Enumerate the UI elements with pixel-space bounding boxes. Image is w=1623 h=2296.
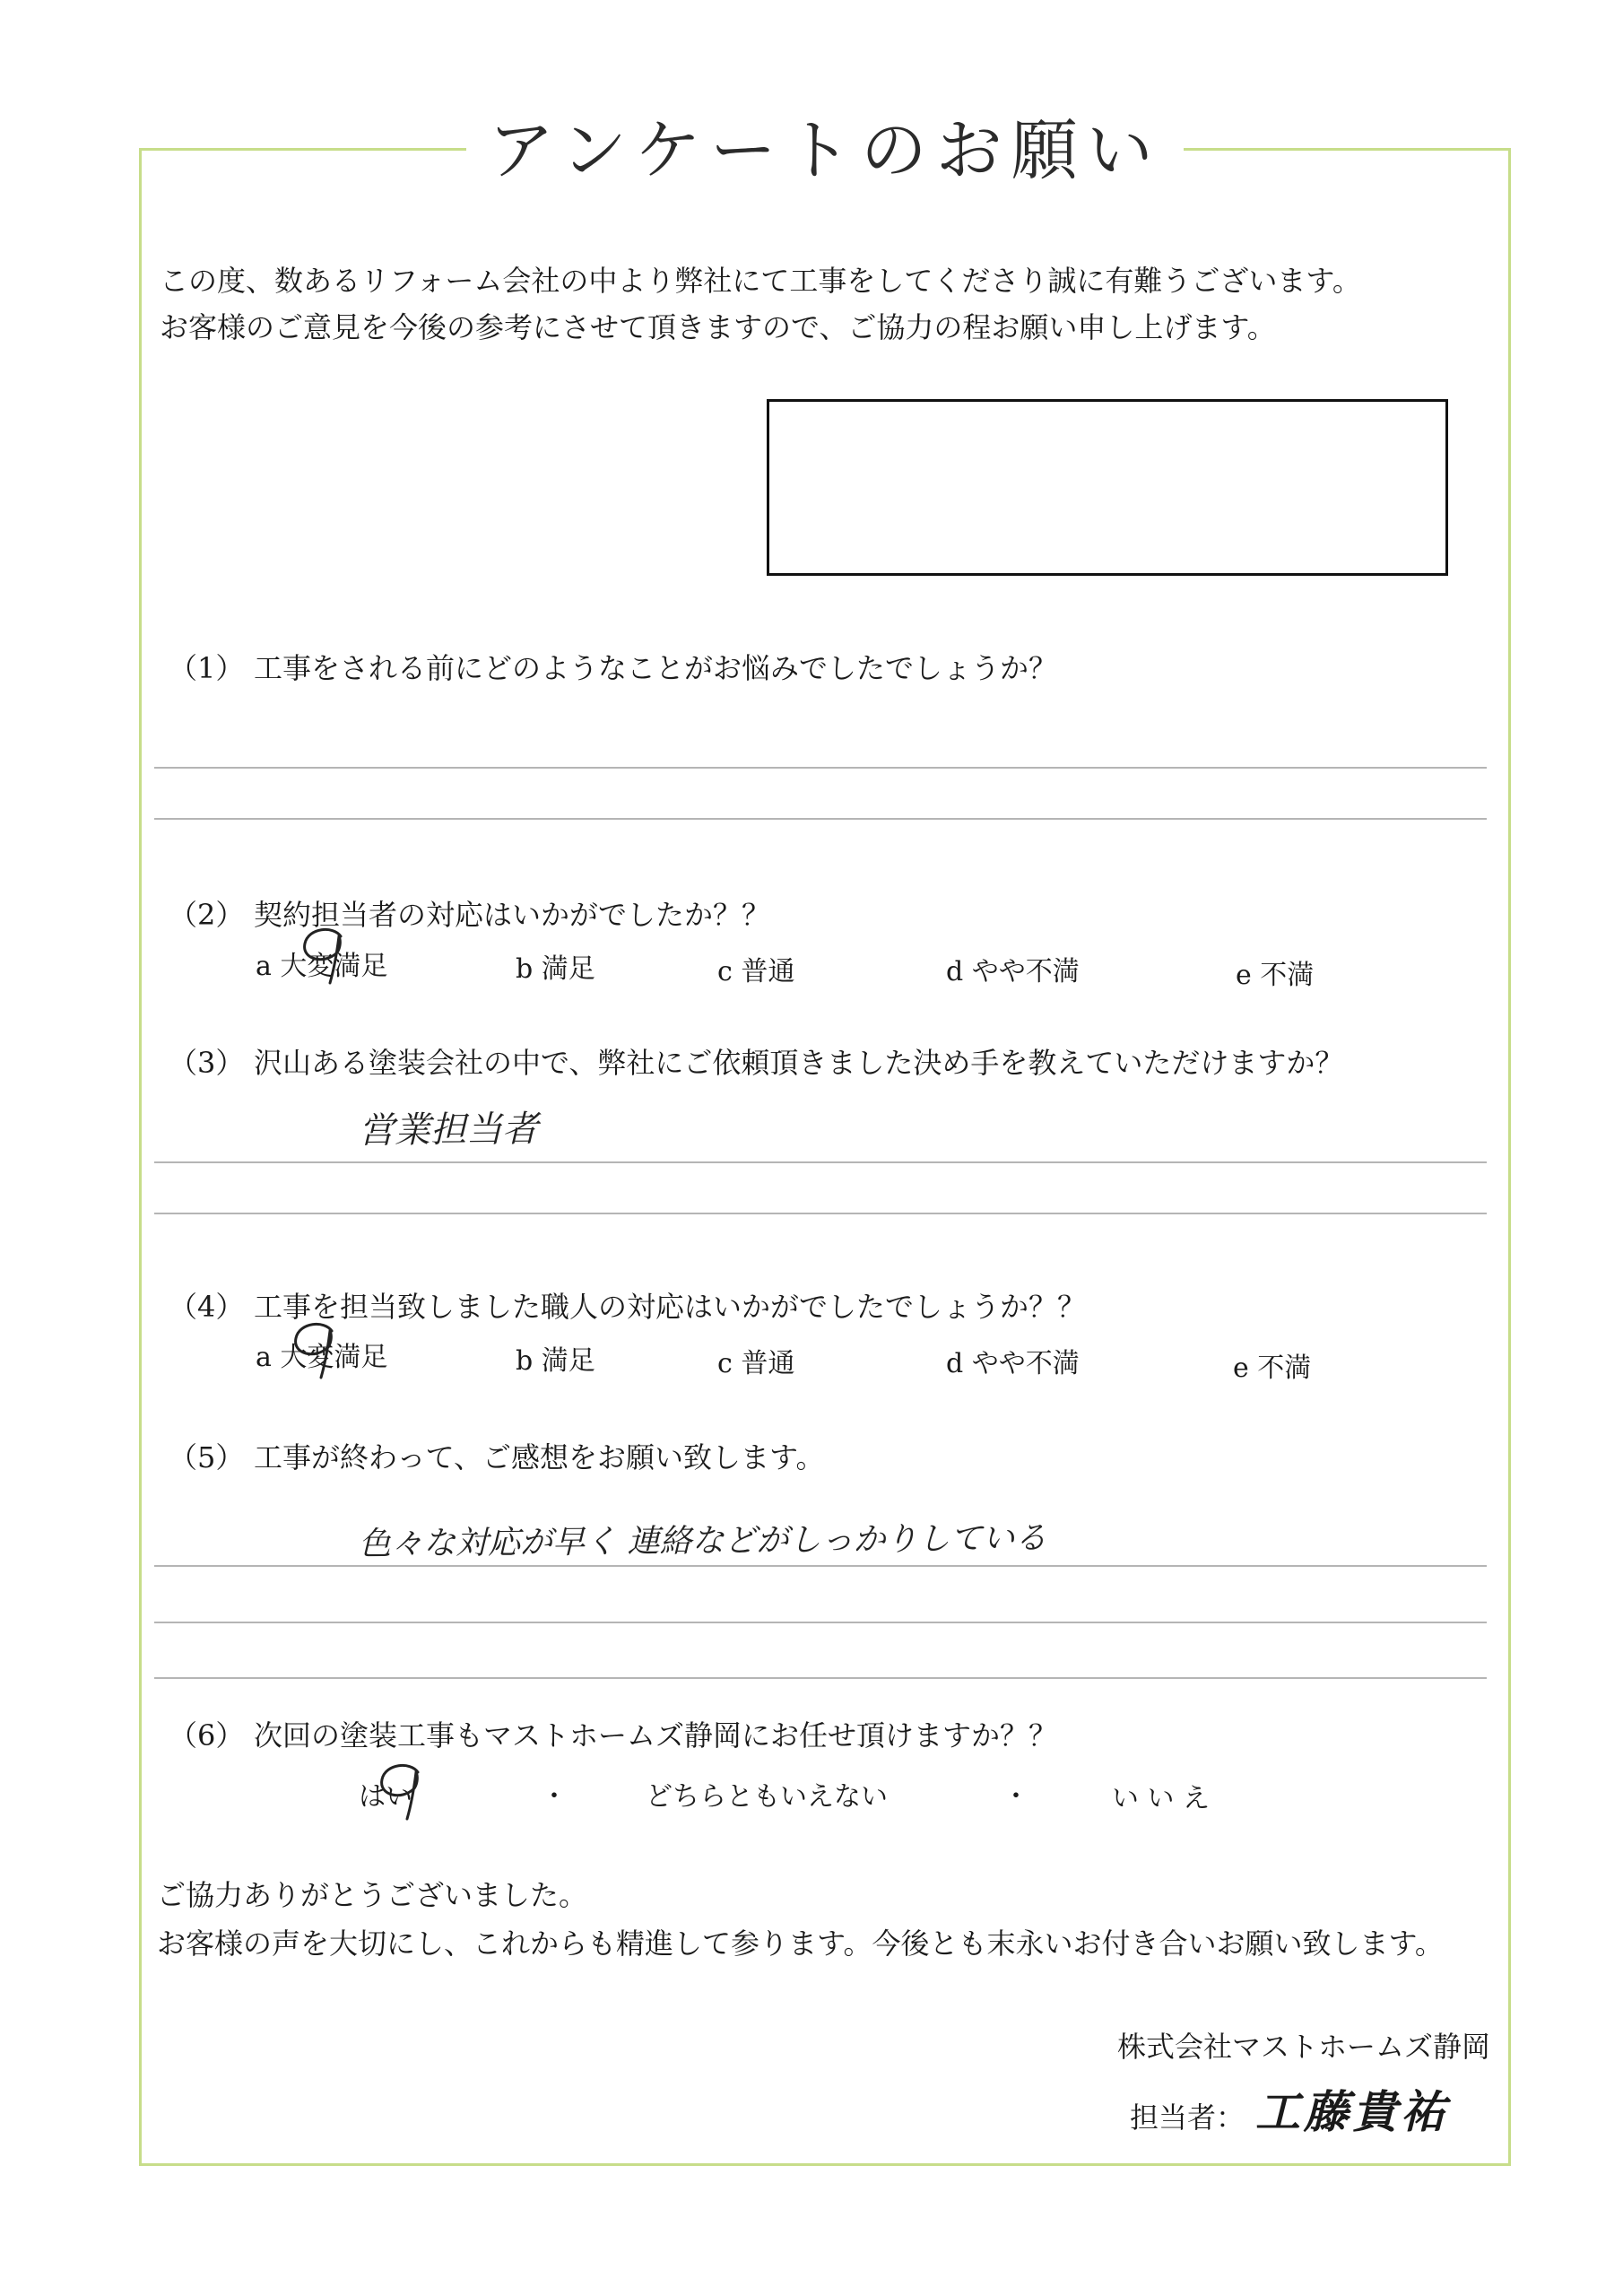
q6-option-neither[interactable]: どちらともいえない [646,1781,888,1813]
answer-line [154,1565,1487,1567]
question-number: （3） [169,1046,245,1080]
question-number: （6） [169,1718,245,1752]
q6-selection-mark [375,1760,429,1822]
q4-option-e[interactable]: e 不満 [1233,1352,1312,1384]
q4-option-d[interactable]: d やや不満 [946,1348,1080,1379]
answer-line [154,1622,1487,1623]
staff-signature: 工藤貴祐 [1255,2085,1450,2138]
q2-option-e[interactable]: e 不満 [1236,960,1315,991]
question-number: （1） [169,651,245,685]
intro-line-2: お客様のご意見を今後の参考にさせて頂きますので、ご協力の程お願い申し上げます。 [160,310,1276,344]
question-text: 工事が終わって、ご感想をお願い致します。 [254,1440,825,1474]
question-number: （4） [169,1290,245,1324]
staff-signature-row [1130,2076,1449,2141]
answer-line [154,818,1487,820]
question-text: 工事を担当致しました職人の対応はいかがでしたでしょうか？？ [254,1290,1087,1324]
answer-line [154,767,1487,769]
company-name: 株式会社マストホームズ静岡 [1116,2030,1490,2064]
question-number: （5） [169,1440,245,1474]
q4-option-c[interactable]: c 普通 [717,1348,795,1379]
q6-option-no[interactable]: い い え [1112,1783,1211,1814]
staff-label: 担当者： [1130,2100,1245,2135]
question-number: （2） [169,898,245,932]
q6-separator: ・ [541,1781,568,1813]
customer-name-box [767,399,1448,576]
page-title: アンケートのお願い [466,106,1184,196]
question-text: 次回の塗装工事もマストホームズ静岡にお任せ頂けますか？？ [254,1718,1058,1752]
q4-option-b[interactable]: b 満足 [516,1345,595,1377]
question-2 [169,892,770,934]
question-3 [169,1040,1343,1082]
q6-separator: ・ [1002,1781,1029,1813]
question-5 [169,1435,824,1476]
q6-option-yes[interactable]: はい [359,1781,412,1813]
question-text: 工事をされる前にどのようなことがお悩みでしたでしょうか？ [254,651,1058,685]
intro-line-1: この度、数あるリフォーム会社の中より弊社にて工事をしてくださり誠に有難うございます。 [160,264,1361,298]
closing-line-1: ご協力ありがとうございました。 [157,1878,588,1912]
q2-selection-mark [298,924,352,987]
question-text: 契約担当者の対応はいかがでしたか？？ [254,898,771,932]
closing-line-2: お客様の声を大切にし、これからも精進して参ります。今後とも末永いお付き合いお願い致します。 [157,1926,1444,1961]
q2-option-b[interactable]: b 満足 [516,953,595,985]
question-text: 沢山ある塗装会社の中で、弊社にご依頼頂きました決め手を教えていただけますか？ [254,1046,1344,1080]
question-1 [169,646,1057,687]
q2-option-d[interactable]: d やや不満 [946,956,1080,987]
q4-option-a[interactable]: a 大変満足 [256,1342,388,1373]
answer-line [154,1677,1487,1679]
q2-option-a[interactable]: a 大変満足 [256,951,388,982]
answer-line [154,1213,1487,1214]
question-6 [169,1713,1057,1754]
q3-handwritten-answer: 営業担当者 [358,1109,539,1152]
answer-line [154,1161,1487,1163]
q4-selection-mark [289,1318,343,1381]
q2-option-c[interactable]: c 普通 [717,956,795,987]
q5-handwritten-answer: 色々な対応が早く 連絡などがしっかりしている [358,1519,1047,1563]
